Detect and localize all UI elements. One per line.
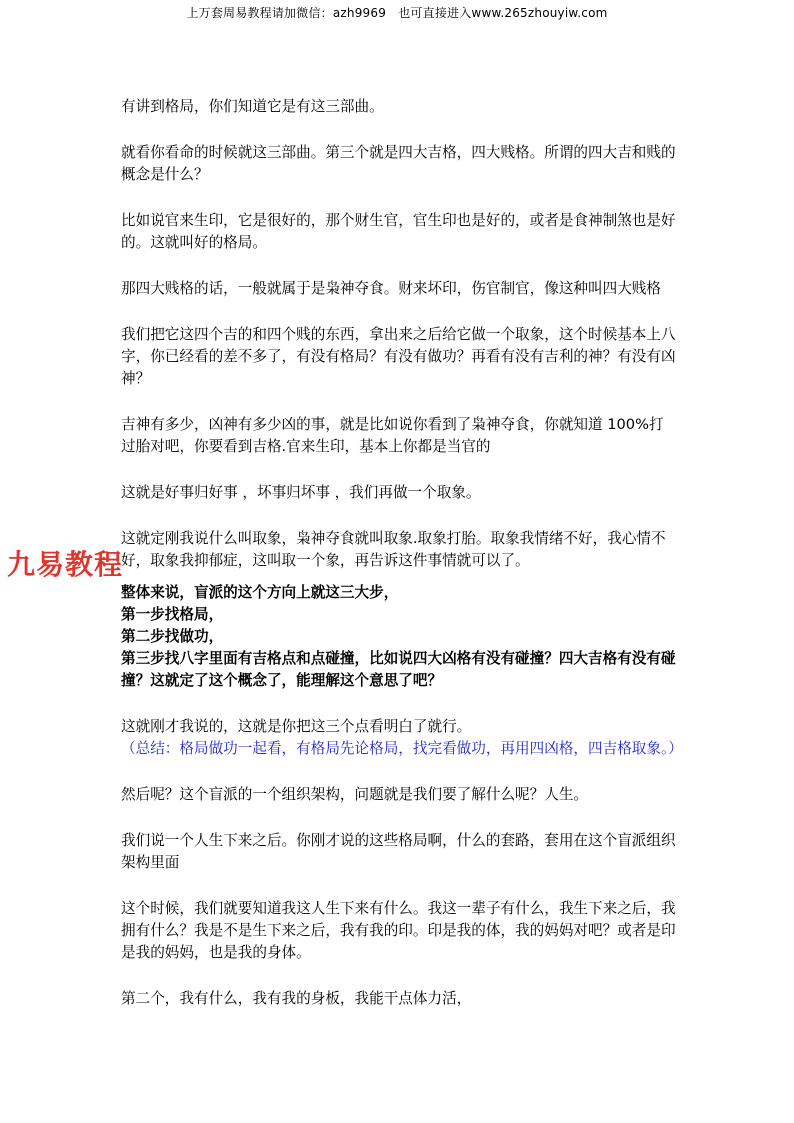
paragraph: 这就定刚我说什么叫取象，枭神夺食就叫取象.取象打胎。取象我情绪不好，我心情不好，取象我抑郁症，这叫取一个象，再告诉这件事情就可以了。 [121,530,666,569]
paragraph: 这个时候，我们就要知道我这人生下来有什么。我这一辈子有什么，我生下来之后，我拥有什么？我是不是生下来之后，我有我的印。印是我的体，我的妈妈对吧？或者是印是我的妈妈，也是我的身体。 [121,900,676,961]
paragraph: 就看你看命的时候就这三部曲。第三个就是四大吉格，四大贱格。所谓的四大吉和贱的概念是什么？ [121,144,676,183]
bold-line: 整体来说，盲派的这个方向上就这三大步， [121,584,399,601]
bold-line: 第二步找做功， [121,628,224,645]
bold-summary-block [121,582,677,692]
paragraph: 那四大贱格的话，一般就属于是枭神夺食。财来坏印，伤官制官，像这种叫四大贱格 [121,280,661,297]
paragraph: 吉神有多少，凶神有多少凶的事，就是比如说你看到了枭神夺食，你就知道 100%打过胎对吧，你要看到吉格.官来生印，基本上你都是当官的 [121,416,664,455]
paragraph: 比如说官来生印，它是很好的，那个财生官，官生印也是好的，或者是食神制煞也是好的。这就叫好的格局。 [121,212,676,251]
bold-line: 第三步找八字里面有吉格点和点碰撞，比如说四大凶格有没有碰撞？四大吉格有没有碰撞？这就定了这个概念了，能理解这个意思了吧？ [121,650,676,689]
watermark-logo: 九易教程 [7,548,124,581]
bold-line: 第一步找格局， [121,606,224,623]
document-body [121,96,683,1034]
paragraph: 第二个，我有什么，我有我的身板，我能干点体力活， [121,990,472,1007]
summary-note: （总结：格局做功一起看，有格局先论格局，找完看做功，再用四凶格，四吉格取象。） [121,740,683,757]
paragraph: 有讲到格局，你们知道它是有这三部曲。 [121,98,384,115]
paragraph: 这就刚才我说的，这就是你把这三个点看明白了就行。 [121,718,472,735]
paragraph: 这就是好事归好事 ，坏事归坏事 ，我们再做一个取象。 [121,484,481,501]
page-header: 上万套周易教程请加微信：azh9969 也可直接进入www.265zhouyiw.com [186,6,608,20]
paragraph: 然后呢？这个盲派的一个组织架构，问题就是我们要了解什么呢？人生。 [121,786,589,803]
paragraph: 我们把它这四个吉的和四个贱的东西，拿出来之后给它做一个取象，这个时候基本上八字，你已经看的差不多了，有没有格局？有没有做功？再看有没有吉利的神？有没有凶神？ [121,326,676,387]
paragraph: 我们说一个人生下来之后。你刚才说的这些格局啊，什么的套路，套用在这个盲派组织架构里面 [121,832,676,871]
